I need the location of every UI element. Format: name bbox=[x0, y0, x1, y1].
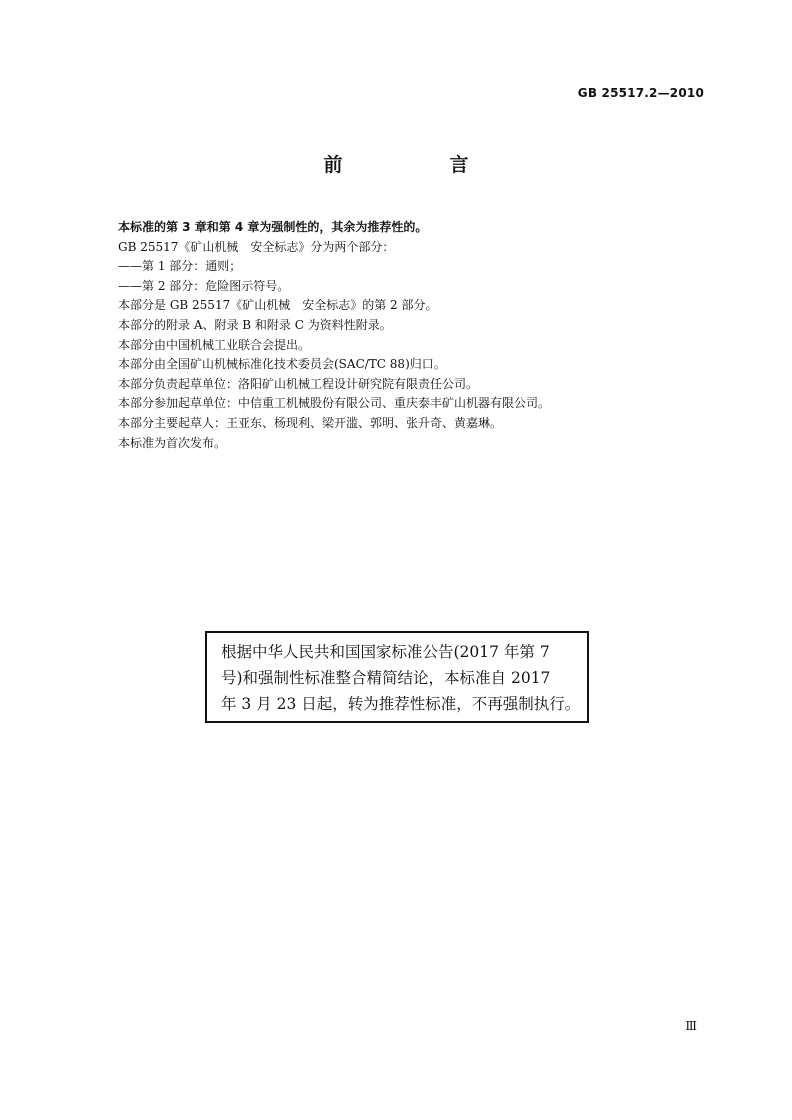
notice-line: 年 3 月 23 日起，转为推荐性标准，不再强制执行。 bbox=[221, 695, 581, 713]
paragraph-first-release: 本标准为首次发布。 bbox=[118, 435, 227, 450]
paragraph-participating-units: 本部分参加起草单位：中信重工机械股份有限公司、重庆泰丰矿山机器有限公司。 bbox=[118, 396, 551, 411]
page-number: Ⅲ bbox=[685, 1019, 697, 1033]
paragraph-this-part: 本部分是 GB 25517《矿山机械 安全标志》的第 2 部分。 bbox=[118, 298, 438, 313]
notice-line: 号)和强制性标准整合精简结论，本标准自 2017 bbox=[221, 669, 551, 687]
paragraph-part-1: ——第 1 部分：通则； bbox=[118, 259, 242, 274]
standard-code: GB 25517.2—2010 bbox=[577, 86, 704, 100]
paragraph-part-2: ——第 2 部分：危险图示符号。 bbox=[118, 278, 290, 293]
paragraph-drafting-unit: 本部分负责起草单位：洛阳矿山机械工程设计研究院有限责任公司。 bbox=[118, 376, 479, 391]
paragraph-drafters: 本部分主要起草人：王亚东、杨现利、梁开滥、郭明、张升奇、黄嘉琳。 bbox=[118, 415, 503, 430]
paragraph-parts-intro: GB 25517《矿山机械 安全标志》分为两个部分： bbox=[118, 239, 395, 254]
paragraph-centralized-by: 本部分由全国矿山机械标准化技术委员会(SAC/TC 88)归口。 bbox=[118, 357, 446, 372]
notice-box bbox=[205, 631, 589, 723]
notice-line: 根据中华人民共和国国家标准公告(2017 年第 7 bbox=[221, 643, 550, 661]
paragraph-annexes: 本部分的附录 A、附录 B 和附录 C 为资料性附录。 bbox=[118, 317, 392, 332]
paragraph-mandatory-clause: 本标准的第 3 章和第 4 章为强制性的，其余为推荐性的。 bbox=[118, 220, 428, 234]
paragraph-proposed-by: 本部分由中国机械工业联合会提出。 bbox=[118, 337, 311, 352]
page-title: 前 言 bbox=[323, 154, 513, 176]
foreword-body bbox=[118, 218, 698, 453]
